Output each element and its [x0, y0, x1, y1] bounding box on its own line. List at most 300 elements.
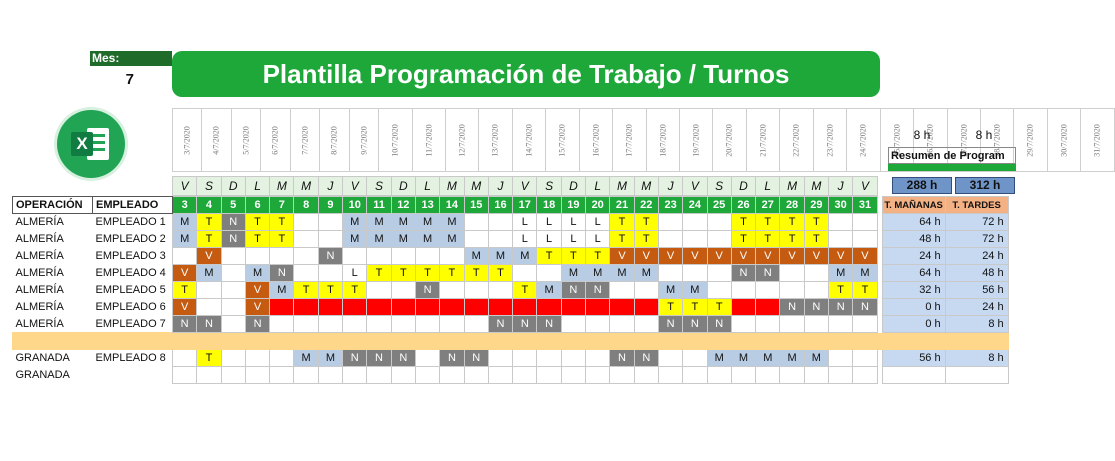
- shift-cell[interactable]: T: [440, 265, 464, 282]
- shift-cell[interactable]: [197, 367, 221, 384]
- shift-cell[interactable]: [731, 299, 755, 316]
- shift-cell[interactable]: M: [173, 231, 197, 248]
- shift-cell[interactable]: T: [756, 231, 780, 248]
- shift-cell[interactable]: [391, 299, 415, 316]
- day-number-cell: 20: [586, 197, 610, 214]
- shift-cell[interactable]: L: [513, 231, 537, 248]
- shift-cell[interactable]: N: [804, 299, 828, 316]
- shift-cell[interactable]: M: [513, 248, 537, 265]
- shift-cell[interactable]: [537, 299, 561, 316]
- shift-cell[interactable]: N: [561, 282, 585, 299]
- shift-cell[interactable]: [804, 282, 828, 299]
- shift-cell[interactable]: [829, 367, 853, 384]
- shift-cell[interactable]: T: [488, 265, 512, 282]
- shift-cell[interactable]: V: [756, 248, 780, 265]
- shift-cell[interactable]: [367, 299, 391, 316]
- shift-cell[interactable]: V: [245, 282, 269, 299]
- shift-cell[interactable]: V: [707, 248, 731, 265]
- day-number-cell: 25: [707, 197, 731, 214]
- date-label: 5/7/2020: [241, 126, 251, 155]
- shift-cell[interactable]: [731, 367, 755, 384]
- weekday-cell: D: [391, 177, 415, 196]
- shift-cell[interactable]: [756, 367, 780, 384]
- shift-cell[interactable]: [318, 214, 342, 231]
- shift-cell[interactable]: M: [586, 265, 610, 282]
- shift-cell[interactable]: V: [780, 248, 804, 265]
- shift-cell[interactable]: L: [537, 231, 561, 248]
- shift-cell[interactable]: T: [270, 231, 294, 248]
- shift-cell[interactable]: V: [173, 299, 197, 316]
- shift-cell[interactable]: M: [197, 265, 221, 282]
- shift-cell[interactable]: M: [440, 231, 464, 248]
- shift-cell[interactable]: [707, 282, 731, 299]
- weekday-cell: J: [318, 177, 342, 196]
- shift-cell[interactable]: [270, 248, 294, 265]
- shift-cell[interactable]: [683, 265, 707, 282]
- shift-cell[interactable]: M: [391, 231, 415, 248]
- shift-cell[interactable]: [440, 299, 464, 316]
- shift-cell[interactable]: M: [780, 350, 804, 367]
- shift-cell[interactable]: V: [731, 248, 755, 265]
- shift-cell[interactable]: N: [756, 265, 780, 282]
- shift-cell[interactable]: N: [853, 299, 877, 316]
- shift-cell[interactable]: [294, 231, 318, 248]
- shift-cell[interactable]: [513, 367, 537, 384]
- shift-cell[interactable]: [415, 367, 439, 384]
- shift-cell[interactable]: [367, 248, 391, 265]
- shift-cell[interactable]: N: [658, 316, 682, 333]
- shift-cell[interactable]: [586, 367, 610, 384]
- shift-cell[interactable]: T: [197, 350, 221, 367]
- shift-cell[interactable]: N: [586, 282, 610, 299]
- shift-cell[interactable]: N: [731, 265, 755, 282]
- shift-cell[interactable]: [367, 282, 391, 299]
- shift-cell[interactable]: M: [343, 231, 367, 248]
- shift-cell[interactable]: [780, 316, 804, 333]
- shift-cell[interactable]: T: [683, 299, 707, 316]
- day-number-cell: 31: [853, 197, 877, 214]
- shift-cell[interactable]: [658, 231, 682, 248]
- shift-cell[interactable]: [804, 316, 828, 333]
- total-tardes-badge: 312 h: [955, 177, 1015, 194]
- mes-value[interactable]: 7: [125, 71, 134, 88]
- shift-cell[interactable]: N: [221, 214, 245, 231]
- shift-cell[interactable]: M: [173, 214, 197, 231]
- shift-cell[interactable]: L: [561, 214, 585, 231]
- shift-cell[interactable]: [440, 316, 464, 333]
- day-number-cell: 11: [367, 197, 391, 214]
- total-tardes-cell: 56 h: [945, 282, 1008, 299]
- total-mananas-cell: 48 h: [882, 231, 945, 248]
- shift-cell[interactable]: [780, 282, 804, 299]
- shift-cell[interactable]: N: [780, 299, 804, 316]
- shift-cell[interactable]: [270, 316, 294, 333]
- shift-cell[interactable]: [343, 299, 367, 316]
- shift-cell[interactable]: N: [173, 316, 197, 333]
- shift-cell[interactable]: M: [488, 248, 512, 265]
- shift-cell[interactable]: T: [367, 265, 391, 282]
- shift-cell[interactable]: N: [367, 350, 391, 367]
- shift-cell[interactable]: [464, 214, 488, 231]
- shift-cell[interactable]: [804, 367, 828, 384]
- shift-cell[interactable]: [634, 367, 658, 384]
- shift-cell[interactable]: [221, 248, 245, 265]
- shift-cell[interactable]: M: [804, 350, 828, 367]
- shift-cell[interactable]: T: [780, 214, 804, 231]
- shift-cell[interactable]: [440, 248, 464, 265]
- shift-cell[interactable]: [221, 367, 245, 384]
- shift-cell[interactable]: T: [707, 299, 731, 316]
- shift-cell[interactable]: [343, 316, 367, 333]
- date-label: 25/7/2020: [892, 124, 902, 157]
- shift-cell[interactable]: V: [245, 299, 269, 316]
- shift-cell[interactable]: V: [197, 248, 221, 265]
- shift-cell[interactable]: [318, 299, 342, 316]
- shift-cell[interactable]: L: [561, 231, 585, 248]
- shift-cell[interactable]: [294, 265, 318, 282]
- day-number-cell: 13: [415, 197, 439, 214]
- shift-cell[interactable]: [221, 282, 245, 299]
- shift-cell[interactable]: [756, 282, 780, 299]
- shift-cell[interactable]: L: [586, 231, 610, 248]
- shift-cell[interactable]: [318, 265, 342, 282]
- date-label: 11/7/2020: [424, 124, 434, 157]
- shift-cell[interactable]: [513, 265, 537, 282]
- shift-cell[interactable]: M: [707, 350, 731, 367]
- shift-cell[interactable]: [221, 265, 245, 282]
- shift-cell[interactable]: T: [391, 265, 415, 282]
- total-tardes-cell: 24 h: [945, 248, 1008, 265]
- shift-cell[interactable]: N: [464, 350, 488, 367]
- weekday-cell: V: [853, 177, 877, 196]
- shift-cell[interactable]: [464, 316, 488, 333]
- shift-cell[interactable]: T: [197, 214, 221, 231]
- shift-cell[interactable]: [488, 367, 512, 384]
- shift-cell[interactable]: M: [756, 350, 780, 367]
- shift-cell[interactable]: T: [780, 231, 804, 248]
- shift-cell[interactable]: [245, 367, 269, 384]
- shift-cell[interactable]: T: [610, 214, 634, 231]
- shift-cell[interactable]: N: [245, 316, 269, 333]
- shift-cell[interactable]: [464, 282, 488, 299]
- table-row: [13, 214, 1009, 231]
- shift-cell[interactable]: [245, 248, 269, 265]
- shift-cell[interactable]: [707, 265, 731, 282]
- shift-cell[interactable]: L: [537, 214, 561, 231]
- shift-cell[interactable]: [318, 316, 342, 333]
- shift-cell[interactable]: V: [804, 248, 828, 265]
- shift-cell[interactable]: N: [488, 316, 512, 333]
- shift-cell[interactable]: [221, 299, 245, 316]
- shift-cell[interactable]: M: [658, 282, 682, 299]
- shift-cell[interactable]: N: [634, 350, 658, 367]
- shift-cell[interactable]: [829, 350, 853, 367]
- shift-cell[interactable]: [610, 316, 634, 333]
- shift-cell[interactable]: M: [634, 265, 658, 282]
- shift-cell[interactable]: N: [537, 316, 561, 333]
- shift-cell[interactable]: M: [391, 214, 415, 231]
- shift-cell[interactable]: L: [586, 214, 610, 231]
- date-label: 9/7/2020: [359, 126, 369, 155]
- shift-cell[interactable]: V: [173, 265, 197, 282]
- total-tardes-cell: 72 h: [945, 214, 1008, 231]
- shift-cell[interactable]: [731, 282, 755, 299]
- shift-cell[interactable]: T: [561, 248, 585, 265]
- total-mananas-badge: 288 h: [892, 177, 952, 194]
- shift-cell[interactable]: N: [440, 350, 464, 367]
- weekday-cell: M: [780, 177, 804, 196]
- shift-cell[interactable]: [294, 316, 318, 333]
- shift-cell[interactable]: M: [731, 350, 755, 367]
- shift-cell[interactable]: T: [634, 231, 658, 248]
- shift-cell[interactable]: [367, 367, 391, 384]
- shift-cell[interactable]: [634, 282, 658, 299]
- table-row: [13, 367, 1009, 384]
- weekday-cell: L: [245, 177, 269, 196]
- day-number-cell: 19: [561, 197, 585, 214]
- shift-cell[interactable]: [221, 350, 245, 367]
- shift-cell[interactable]: M: [415, 214, 439, 231]
- shift-cell[interactable]: N: [683, 316, 707, 333]
- shift-cell[interactable]: [586, 316, 610, 333]
- shift-cell[interactable]: N: [197, 316, 221, 333]
- shift-cell[interactable]: [488, 350, 512, 367]
- shift-cell[interactable]: [610, 367, 634, 384]
- shift-cell[interactable]: T: [586, 248, 610, 265]
- shift-cell[interactable]: N: [343, 350, 367, 367]
- shift-cell[interactable]: V: [853, 248, 877, 265]
- shift-cell[interactable]: [586, 350, 610, 367]
- shift-cell[interactable]: T: [658, 299, 682, 316]
- shift-cell[interactable]: T: [731, 214, 755, 231]
- shift-cell[interactable]: M: [245, 265, 269, 282]
- shift-cell[interactable]: [658, 350, 682, 367]
- shift-cell[interactable]: M: [367, 214, 391, 231]
- shift-cell[interactable]: M: [683, 282, 707, 299]
- header-t-mananas: T. MAÑANAS: [882, 197, 945, 214]
- shift-cell[interactable]: [488, 299, 512, 316]
- date-cell: [713, 109, 746, 172]
- shift-cell[interactable]: T: [270, 214, 294, 231]
- shift-cell[interactable]: T: [829, 282, 853, 299]
- shift-cell[interactable]: [245, 350, 269, 367]
- shift-cell[interactable]: [440, 282, 464, 299]
- shift-cell[interactable]: [804, 265, 828, 282]
- day-number-cell: 21: [610, 197, 634, 214]
- shift-cell[interactable]: [318, 231, 342, 248]
- shift-cell[interactable]: T: [245, 231, 269, 248]
- empleado-cell: EMPLEADO 7: [95, 317, 166, 330]
- shift-cell[interactable]: [707, 367, 731, 384]
- shift-cell[interactable]: [634, 316, 658, 333]
- shift-cell[interactable]: T: [343, 282, 367, 299]
- shift-cell[interactable]: [853, 367, 877, 384]
- shift-cell[interactable]: M: [343, 214, 367, 231]
- shift-cell[interactable]: [294, 367, 318, 384]
- shift-cell[interactable]: [415, 248, 439, 265]
- shift-cell[interactable]: [294, 299, 318, 316]
- shift-cell[interactable]: [610, 282, 634, 299]
- shift-cell[interactable]: [343, 248, 367, 265]
- shift-cell[interactable]: M: [415, 231, 439, 248]
- shift-cell[interactable]: M: [537, 282, 561, 299]
- shift-cell[interactable]: [343, 367, 367, 384]
- shift-cell[interactable]: [537, 265, 561, 282]
- shift-cell[interactable]: T: [173, 282, 197, 299]
- shift-cell[interactable]: [610, 299, 634, 316]
- shift-cell[interactable]: [829, 231, 853, 248]
- shift-cell[interactable]: [415, 299, 439, 316]
- shift-cell[interactable]: T: [513, 282, 537, 299]
- shift-cell[interactable]: [221, 316, 245, 333]
- shift-cell[interactable]: [853, 350, 877, 367]
- shift-cell[interactable]: N: [610, 350, 634, 367]
- shift-cell[interactable]: [829, 214, 853, 231]
- shift-cell[interactable]: [391, 367, 415, 384]
- shift-cell[interactable]: [561, 299, 585, 316]
- shift-cell[interactable]: T: [464, 265, 488, 282]
- shift-cell[interactable]: [367, 316, 391, 333]
- shift-cell[interactable]: [318, 367, 342, 384]
- shift-cell[interactable]: N: [270, 265, 294, 282]
- shift-cell[interactable]: [513, 350, 537, 367]
- shift-cell[interactable]: [391, 248, 415, 265]
- shift-cell[interactable]: [440, 367, 464, 384]
- shift-cell[interactable]: M: [294, 350, 318, 367]
- shift-cell[interactable]: [683, 367, 707, 384]
- shift-cell[interactable]: [415, 350, 439, 367]
- shift-cell[interactable]: T: [197, 231, 221, 248]
- shift-cell[interactable]: [391, 316, 415, 333]
- weekday-header-row: [172, 176, 878, 196]
- shift-cell[interactable]: [586, 299, 610, 316]
- shift-cell[interactable]: [173, 350, 197, 367]
- shift-cell[interactable]: [537, 367, 561, 384]
- shift-cell[interactable]: V: [683, 248, 707, 265]
- shift-cell[interactable]: T: [634, 214, 658, 231]
- weekday-cell: L: [756, 177, 780, 196]
- shift-cell[interactable]: M: [561, 265, 585, 282]
- shift-cell[interactable]: N: [318, 248, 342, 265]
- shift-cell[interactable]: T: [537, 248, 561, 265]
- shift-cell[interactable]: T: [245, 214, 269, 231]
- shift-cell[interactable]: [756, 316, 780, 333]
- shift-cell[interactable]: M: [440, 214, 464, 231]
- shift-cell[interactable]: M: [464, 248, 488, 265]
- shift-cell[interactable]: [707, 231, 731, 248]
- shift-cell[interactable]: [658, 367, 682, 384]
- shift-cell[interactable]: T: [804, 214, 828, 231]
- shift-cell[interactable]: V: [634, 248, 658, 265]
- shift-cell[interactable]: [391, 282, 415, 299]
- shift-cell[interactable]: N: [707, 316, 731, 333]
- excel-logo-icon: X: [57, 110, 125, 178]
- shift-cell[interactable]: [464, 299, 488, 316]
- shift-cell[interactable]: [561, 367, 585, 384]
- shift-cell[interactable]: T: [731, 231, 755, 248]
- shift-cell[interactable]: M: [829, 265, 853, 282]
- shift-cell[interactable]: [658, 214, 682, 231]
- shift-cell[interactable]: [683, 350, 707, 367]
- shift-cell[interactable]: [488, 214, 512, 231]
- shift-cell[interactable]: [658, 265, 682, 282]
- shift-cell[interactable]: T: [294, 282, 318, 299]
- shift-cell[interactable]: L: [513, 214, 537, 231]
- shift-cell[interactable]: M: [270, 282, 294, 299]
- shift-cell[interactable]: [294, 248, 318, 265]
- date-cell: [847, 109, 880, 172]
- shift-cell[interactable]: T: [756, 214, 780, 231]
- shift-cell[interactable]: N: [221, 231, 245, 248]
- weekday-cell: V: [513, 177, 537, 196]
- shift-cell[interactable]: [464, 367, 488, 384]
- shift-cell[interactable]: N: [391, 350, 415, 367]
- shift-cell[interactable]: V: [610, 248, 634, 265]
- shift-cell[interactable]: [537, 350, 561, 367]
- shift-cell[interactable]: M: [853, 265, 877, 282]
- shift-cell[interactable]: [270, 367, 294, 384]
- shift-cell[interactable]: [707, 214, 731, 231]
- shift-cell[interactable]: [415, 316, 439, 333]
- shift-cell[interactable]: T: [415, 265, 439, 282]
- shift-cell[interactable]: [488, 282, 512, 299]
- shift-cell[interactable]: [561, 350, 585, 367]
- shift-cell[interactable]: [780, 265, 804, 282]
- shift-cell[interactable]: M: [610, 265, 634, 282]
- shift-cell[interactable]: [513, 299, 537, 316]
- shift-cell[interactable]: [756, 299, 780, 316]
- shift-cell[interactable]: [634, 299, 658, 316]
- shift-cell[interactable]: M: [367, 231, 391, 248]
- shift-cell[interactable]: [464, 231, 488, 248]
- shift-cell[interactable]: [731, 316, 755, 333]
- shift-cell[interactable]: T: [610, 231, 634, 248]
- shift-cell[interactable]: [294, 214, 318, 231]
- shift-cell[interactable]: [173, 248, 197, 265]
- shift-cell[interactable]: N: [829, 299, 853, 316]
- separator-band: [13, 333, 878, 350]
- day-number-cell: 3: [173, 197, 197, 214]
- shift-cell[interactable]: N: [415, 282, 439, 299]
- weekday-cell: J: [829, 177, 853, 196]
- shift-cell[interactable]: T: [853, 282, 877, 299]
- shift-cell[interactable]: [197, 282, 221, 299]
- shift-cell[interactable]: L: [343, 265, 367, 282]
- shift-cell[interactable]: [197, 299, 221, 316]
- shift-cell[interactable]: [683, 231, 707, 248]
- shift-cell[interactable]: [683, 214, 707, 231]
- shift-cell[interactable]: T: [318, 282, 342, 299]
- shift-cell[interactable]: [853, 316, 877, 333]
- shift-cell[interactable]: [270, 350, 294, 367]
- shift-cell[interactable]: T: [804, 231, 828, 248]
- shift-cell[interactable]: [270, 299, 294, 316]
- shift-cell[interactable]: V: [829, 248, 853, 265]
- shift-cell[interactable]: V: [658, 248, 682, 265]
- day-number-cell: 10: [343, 197, 367, 214]
- day-number-cell: 14: [440, 197, 464, 214]
- shift-cell[interactable]: [829, 316, 853, 333]
- shift-cell[interactable]: [780, 367, 804, 384]
- shift-cell[interactable]: [853, 231, 877, 248]
- shift-cell[interactable]: M: [318, 350, 342, 367]
- shift-cell[interactable]: [561, 316, 585, 333]
- shift-cell[interactable]: [488, 231, 512, 248]
- shift-cell[interactable]: [173, 367, 197, 384]
- shift-cell[interactable]: [853, 214, 877, 231]
- weekday-cell: J: [488, 177, 512, 196]
- shift-cell[interactable]: N: [513, 316, 537, 333]
